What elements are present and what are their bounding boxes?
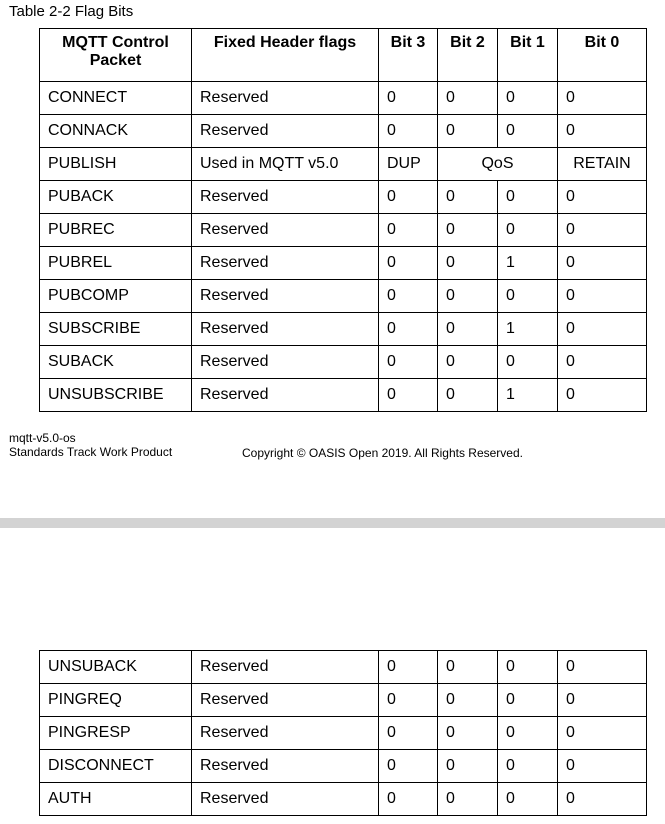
table-cell: PUBREC xyxy=(40,214,192,247)
table-cell: CONNECT xyxy=(40,82,192,115)
table-cell: 1 xyxy=(498,379,558,412)
page-separator xyxy=(0,518,665,528)
table-cell: 0 xyxy=(438,313,498,346)
table-cell: 1 xyxy=(498,247,558,280)
table-cell: 0 xyxy=(438,247,498,280)
table-cell: Reserved xyxy=(192,651,379,684)
table-cell: Reserved xyxy=(192,717,379,750)
table-cell: 0 xyxy=(379,750,438,783)
table-cell: PUBLISH xyxy=(40,148,192,181)
table-cell: PUBACK xyxy=(40,181,192,214)
header-cell: Fixed Header flags xyxy=(192,29,379,82)
table-cell: 0 xyxy=(498,280,558,313)
table-cell: 0 xyxy=(379,214,438,247)
flag-bits-table-continued xyxy=(39,650,647,816)
table-cell: 0 xyxy=(558,379,647,412)
table-cell: Reserved xyxy=(192,115,379,148)
header-row xyxy=(40,29,647,82)
table-cell: UNSUBACK xyxy=(40,651,192,684)
table-cell: Reserved xyxy=(192,783,379,816)
table-row xyxy=(40,280,647,313)
table-cell: Reserved xyxy=(192,247,379,280)
footer-copyright: Copyright © OASIS Open 2019. All Rights Reserved. xyxy=(242,446,523,460)
footer-doc-id: mqtt-v5.0-os xyxy=(9,431,76,445)
table-cell: 0 xyxy=(498,346,558,379)
table-cell: 0 xyxy=(498,115,558,148)
table-cell: CONNACK xyxy=(40,115,192,148)
table-cell: 0 xyxy=(379,115,438,148)
table-cell: Reserved xyxy=(192,346,379,379)
table-cell: 0 xyxy=(558,82,647,115)
table-row xyxy=(40,684,647,717)
table-cell: Reserved xyxy=(192,280,379,313)
table-cell: 0 xyxy=(558,346,647,379)
table-cell: 0 xyxy=(558,750,647,783)
table-cell: 0 xyxy=(379,280,438,313)
table-row xyxy=(40,313,647,346)
table-cell: 0 xyxy=(379,82,438,115)
table-cell: 0 xyxy=(438,214,498,247)
table-cell: 0 xyxy=(498,783,558,816)
table-cell: Reserved xyxy=(192,684,379,717)
table-caption: Table 2-2 Flag Bits xyxy=(9,3,134,20)
table-cell: DUP xyxy=(379,148,438,181)
table-cell: 0 xyxy=(558,115,647,148)
table-cell: 0 xyxy=(379,783,438,816)
table-cell: UNSUBSCRIBE xyxy=(40,379,192,412)
table-cell: 0 xyxy=(498,651,558,684)
table-cell: 0 xyxy=(498,82,558,115)
table-cell: Reserved xyxy=(192,82,379,115)
table-cell: 0 xyxy=(379,313,438,346)
table-row xyxy=(40,247,647,280)
table-cell: SUBSCRIBE xyxy=(40,313,192,346)
table-cell: 0 xyxy=(379,247,438,280)
table-cell: 0 xyxy=(558,783,647,816)
table-cell: 0 xyxy=(498,214,558,247)
table-cell: 0 xyxy=(438,684,498,717)
table-cell: 1 xyxy=(498,313,558,346)
table-row xyxy=(40,717,647,750)
table-cell: 0 xyxy=(379,684,438,717)
table-cell: PINGRESP xyxy=(40,717,192,750)
header-cell: Bit 2 xyxy=(438,29,498,82)
table-cell: PUBCOMP xyxy=(40,280,192,313)
table-cell: 0 xyxy=(379,181,438,214)
table-cell: AUTH xyxy=(40,783,192,816)
table-cell: 0 xyxy=(438,115,498,148)
table-cell: PINGREQ xyxy=(40,684,192,717)
table-body xyxy=(40,82,647,412)
table-row xyxy=(40,181,647,214)
table-cell: 0 xyxy=(438,181,498,214)
table-cell: 0 xyxy=(558,684,647,717)
table-cell: 0 xyxy=(498,181,558,214)
table-cell: 0 xyxy=(498,717,558,750)
table-cell: 0 xyxy=(558,214,647,247)
footer-track: Standards Track Work Product xyxy=(9,445,173,459)
table-cell: 0 xyxy=(438,717,498,750)
table-cell: 0 xyxy=(438,651,498,684)
table-cell: 0 xyxy=(438,82,498,115)
table-row xyxy=(40,115,647,148)
table-cell: RETAIN xyxy=(558,148,647,181)
table-cell: 0 xyxy=(498,684,558,717)
table-row xyxy=(40,148,647,181)
table-cell: 0 xyxy=(438,750,498,783)
table-cell: 0 xyxy=(379,651,438,684)
table-body xyxy=(40,651,647,816)
table-cell: 0 xyxy=(558,717,647,750)
table-row xyxy=(40,783,647,816)
table-cell: 0 xyxy=(438,346,498,379)
table-cell: Used in MQTT v5.0 xyxy=(192,148,379,181)
table-cell: 0 xyxy=(558,247,647,280)
table-row xyxy=(40,82,647,115)
table-cell: Reserved xyxy=(192,181,379,214)
table-row xyxy=(40,750,647,783)
table-cell: 0 xyxy=(558,313,647,346)
header-cell: Bit 3 xyxy=(379,29,438,82)
table-row xyxy=(40,651,647,684)
table-cell: QoS xyxy=(438,148,558,181)
table-cell: 0 xyxy=(379,346,438,379)
table-cell: Reserved xyxy=(192,750,379,783)
table-cell: Reserved xyxy=(192,214,379,247)
header-cell: Bit 0 xyxy=(558,29,647,82)
page-2 xyxy=(0,528,665,824)
table-cell: DISCONNECT xyxy=(40,750,192,783)
header-cell: MQTT Control Packet xyxy=(40,29,192,82)
table-cell: 0 xyxy=(498,750,558,783)
table-cell: 0 xyxy=(558,181,647,214)
table-cell: SUBACK xyxy=(40,346,192,379)
table-row xyxy=(40,214,647,247)
header-cell: Bit 1 xyxy=(498,29,558,82)
table-row xyxy=(40,379,647,412)
table-cell: Reserved xyxy=(192,313,379,346)
table-cell: Reserved xyxy=(192,379,379,412)
table-cell: 0 xyxy=(438,783,498,816)
table-row xyxy=(40,346,647,379)
table-cell: 0 xyxy=(379,717,438,750)
table-cell: 0 xyxy=(558,651,647,684)
table-cell: 0 xyxy=(558,280,647,313)
footer-doc-info xyxy=(9,431,172,459)
table-cell: 0 xyxy=(438,379,498,412)
table-cell: PUBREL xyxy=(40,247,192,280)
table-cell: 0 xyxy=(379,379,438,412)
table-cell: 0 xyxy=(438,280,498,313)
flag-bits-table xyxy=(39,28,647,412)
